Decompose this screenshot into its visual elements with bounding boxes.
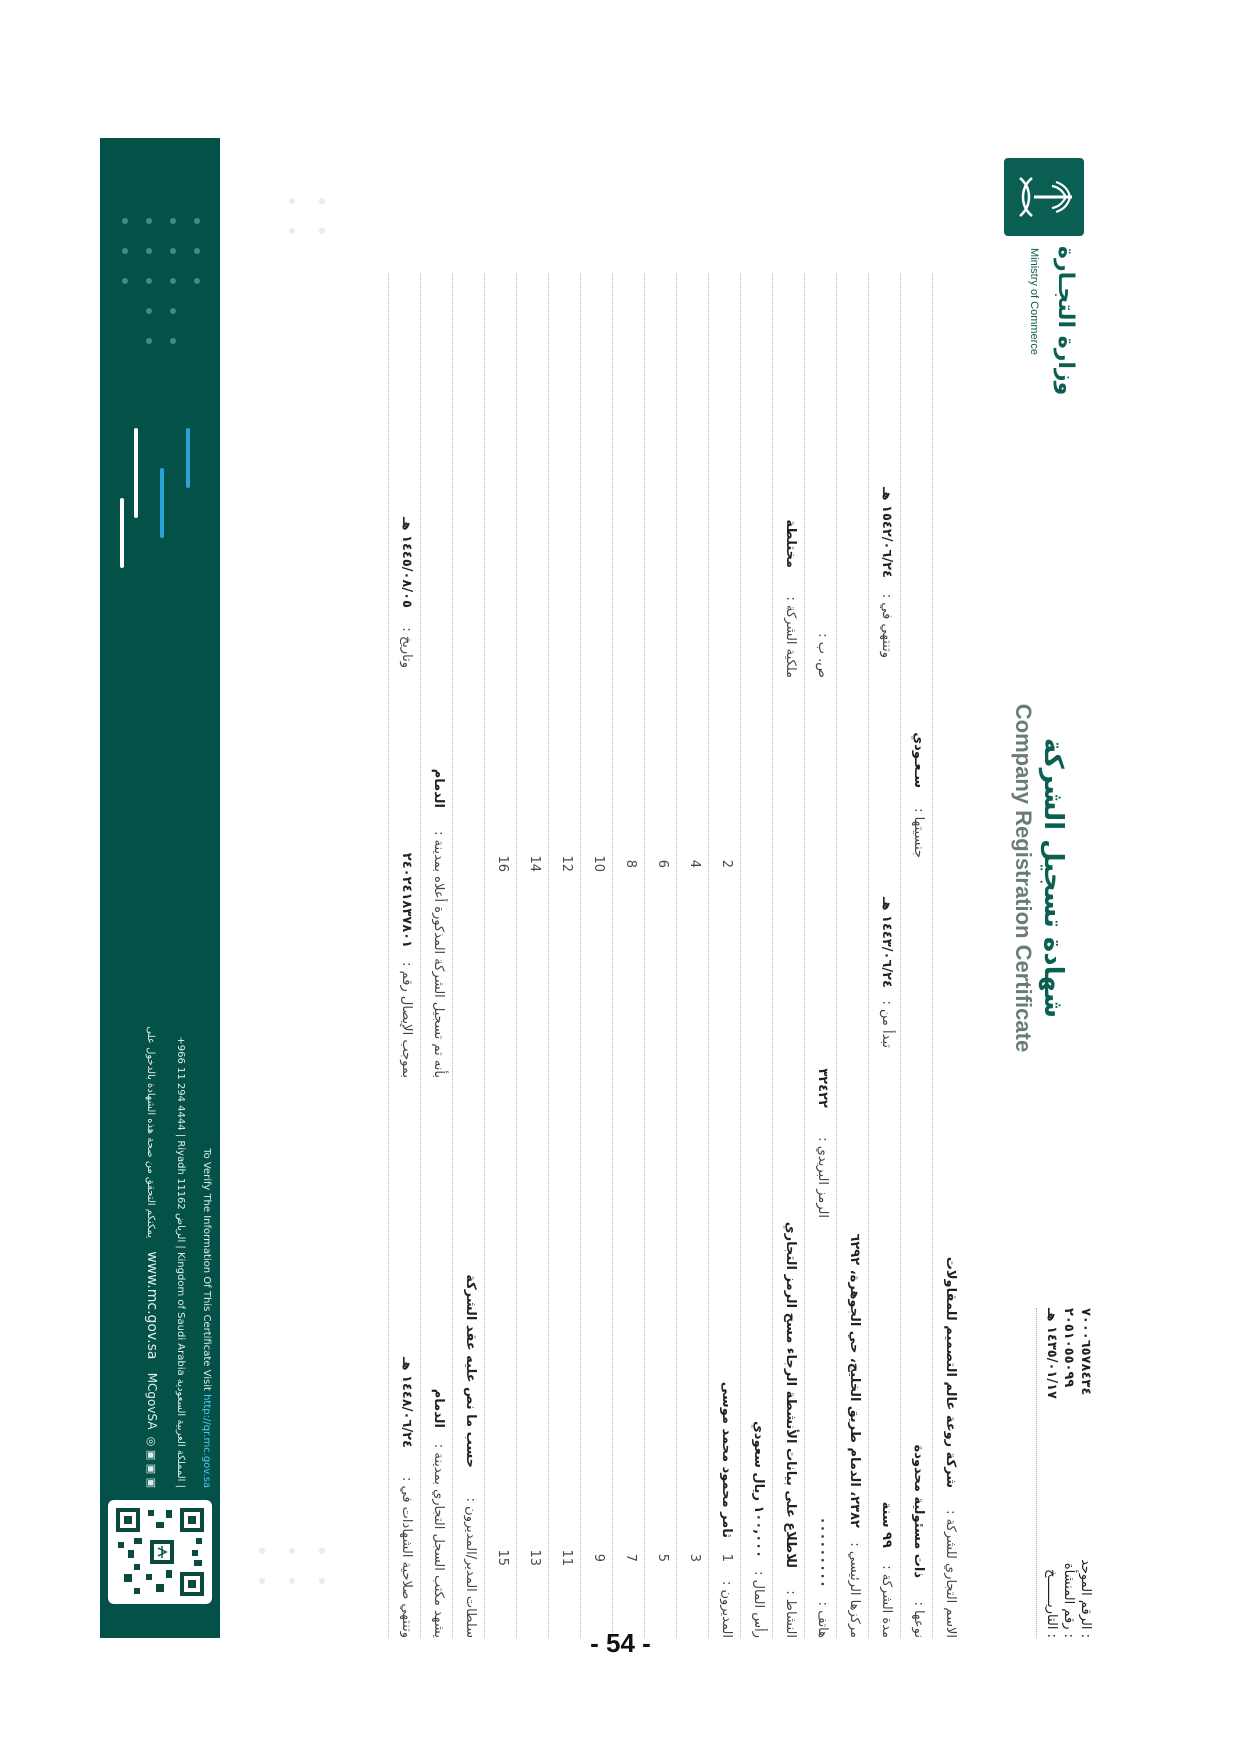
company-type-value: ذات مسئولية محدودة [911,1444,926,1578]
headquarters-label: مركزها الرئيسي : [847,1542,862,1638]
manager-number: 14 [527,855,542,872]
ministry-name-arabic: وزارة التجـارة [1053,246,1078,396]
manager-number: 11 [559,1549,574,1566]
phone-label: هاتف : [815,1601,830,1638]
decor-dot [122,218,128,224]
company-type-label: نوعها : [911,1601,926,1638]
date-row [1043,1308,1060,1638]
trade-name-label: الاسم التجاري للشركة : [943,1510,958,1638]
contact-info: +966 11 294 4444 | Riyadh 11162 الرياض | Kingdom of Saudi Arabia المملكة العربية السعودية | [175,1036,186,1488]
unified-number-row [1077,1308,1094,1638]
decor-dot [319,198,325,204]
contact-line [175,698,186,1488]
social-icons: ◎ ▣ ▣ ▣ [145,1436,158,1488]
ministry-name-english: Ministry of Commerce [1028,248,1040,355]
decor-bar [120,498,124,568]
manager-number: 4 [687,859,702,868]
witness-city-2: الدمام [431,768,446,808]
receipt-label: بموجب الإيصال رقم : [399,962,414,1078]
reference-block [974,1308,1094,1638]
witness-text: بأنه تم تسجيل الشركة المذكورة أعلاه بمدينة : [431,831,446,1078]
activity-row [772,273,805,1638]
duration-row [868,273,901,1638]
manager-number: 5 [655,1553,670,1562]
manager-number: 16 [495,855,510,872]
verify-arabic-line [144,698,160,1488]
verify-line [201,698,212,1488]
decor-dot [146,278,152,284]
receipt-value: ٢٤٠٢٤١٨٣٧٨٠١ [399,852,414,948]
website-link[interactable]: www.mc.gov.sa [144,1251,160,1360]
establishment-number-label: رقم المنشأة : [1061,1562,1076,1638]
headquarters-row [836,273,869,1638]
qr-code-icon [116,1508,204,1596]
certificate-body [365,273,965,1638]
manager-number: 12 [559,855,574,872]
receipt-date-value: ١٤٤٥/٠٨/٠٥ هـ [399,517,414,608]
powers-label: سلطات المدير/المديرون : [463,1497,478,1638]
postal-code-label: الرمز البريدي : [815,1137,830,1218]
nationality-label: جنسيتها : [911,808,926,858]
end-date-value: ١٥٤٢/٠٦/٢٤ هـ [879,487,894,578]
managers-row-4 [612,273,645,1638]
decor-dot [146,308,152,314]
start-date-label: تبدأ من : [879,1000,894,1048]
powers-row [452,273,485,1638]
decor-dot [319,1548,325,1554]
decor-dot [194,218,200,224]
witness-city: الدمام [431,1388,446,1428]
unified-number-label: الرقم الموحد : [1078,1559,1093,1638]
decor-dot [122,248,128,254]
po-box-label: ص. ب : [815,633,830,678]
decor-dot [170,278,176,284]
witness-row [420,273,453,1638]
establishment-number-value: ٢٠٥١٠٥٥٠٩٩ [1061,1308,1076,1388]
unified-number-value: ٧٠٠٠٦٥٧٨٤٣٤ [1078,1308,1093,1396]
company-type-row [900,273,933,1638]
decor-bar [186,428,190,488]
start-date-value: ١٤٤٣/٠٦/٢٤ هـ [879,897,894,988]
verify-text: To Verify The Information Of This Certificate Visit [201,1148,212,1391]
manager-number: 1 [719,1553,734,1562]
manager-number: 9 [591,1553,606,1562]
decor-dot [146,218,152,224]
duration-value: ٩٩ سنة [879,1501,894,1548]
managers-row-1 [708,273,741,1638]
decor-dot [146,248,152,254]
decor-dot [170,308,176,314]
decor-dot [259,1578,265,1584]
receipt-row [388,273,421,1638]
activity-value: للاطلاع على بيانات الأنشطة الرجاء مسح الرمز التجاري [783,1221,798,1568]
verify-text-arabic: يمكنكم التحقق من صحة هذه الشهادة بالدخول على [145,1026,156,1239]
decor-dot [194,278,200,284]
title-english: Company Registration Certificate [1011,703,1036,1053]
activity-label: النشاط : [783,1590,798,1638]
phone-value: ٠٠٠٠٠٠٠٠٠ [815,1516,830,1588]
decor-dot [289,1548,295,1554]
decor-dot [170,248,176,254]
contact-row [804,273,837,1638]
decor-bar [160,468,164,538]
trade-name-value: شركة روعة عالم التصميم للمقاولات [943,1256,958,1488]
ministry-logo [974,158,1094,458]
decor-dot [170,218,176,224]
decor-dot [170,338,176,344]
decor-dot [289,1578,295,1584]
divider [1036,1308,1037,1638]
witness-prefix: يشهد مكتب السجل التجاري بمدينة : [431,1443,446,1638]
verify-link[interactable]: http://qr.mc.gov.sa [201,1394,212,1488]
managers-row-8 [484,273,517,1638]
manager-number: 6 [655,859,670,868]
ownership-label: ملكية الشركة : [783,596,798,678]
title-arabic: شهادة تسجيل الشركة [1038,737,1068,1019]
nationality-value: سـعـودي [911,732,926,788]
receipt-date-label: وتاريخ : [399,627,414,668]
certificate-footer [100,138,220,1638]
validity-value: ١٤٤٨/٠٦/٢٤ هـ [399,1357,414,1448]
decor-dot [289,228,295,234]
decor-dot [122,278,128,284]
establishment-number-row [1060,1308,1077,1638]
headquarters-value: ٢٣٨٢، الدمام طريق الخليج، حي الجوهرة، ٦٢٩٢ [847,1233,862,1528]
certificate-title [974,598,1094,1158]
capital-value: ١٠٠,٠٠٠ ريال سعودي [751,1421,766,1558]
date-value: ١٤٣٥/٠١/١٧ هـ [1044,1308,1059,1399]
manager-name: ثامر محمود محمد موسى [719,1381,734,1538]
trade-name-row [932,273,965,1638]
managers-row-7 [516,273,549,1638]
qr-code[interactable] [108,1500,212,1604]
capital-row [740,273,773,1638]
decor-dot [289,198,295,204]
managers-row-5 [580,273,613,1638]
manager-number: 2 [719,859,734,868]
ownership-value: مختلطة [783,519,798,568]
decor-dot [259,1548,265,1554]
saudi-emblem-icon [1004,158,1084,236]
managers-row-6 [548,273,581,1638]
manager-number: 3 [687,1553,702,1562]
end-date-label: وتنتهي في : [879,593,894,658]
manager-number: 7 [623,1553,638,1562]
decor-bar [134,428,138,518]
managers-row-3 [644,273,677,1638]
powers-value: حسب ما نص عليه عقد الشركة [463,1274,478,1468]
manager-number: 15 [495,1549,510,1566]
date-label: التاريـــــــخ : [1044,1569,1059,1638]
manager-number: 10 [591,855,606,872]
manager-number: 8 [623,859,638,868]
managers-row-2 [676,273,709,1638]
social-handle[interactable]: MCgovSA [145,1372,159,1430]
duration-label: مدة الشركة : [879,1565,894,1638]
decor-dot [319,1578,325,1584]
decor-dot [146,338,152,344]
validity-label: وتنتهي صلاحية الشهادات في : [399,1476,414,1638]
decor-dot [319,228,325,234]
managers-label: المديرون : [719,1580,734,1638]
capital-label: رأس المال : [751,1571,766,1638]
page-number: - 54 - [590,1628,651,1658]
postal-code-value: ٣٢٤٢٢ [815,1068,830,1108]
decor-dot [194,248,200,254]
manager-number: 13 [527,1549,542,1566]
certificate [100,138,1100,1638]
